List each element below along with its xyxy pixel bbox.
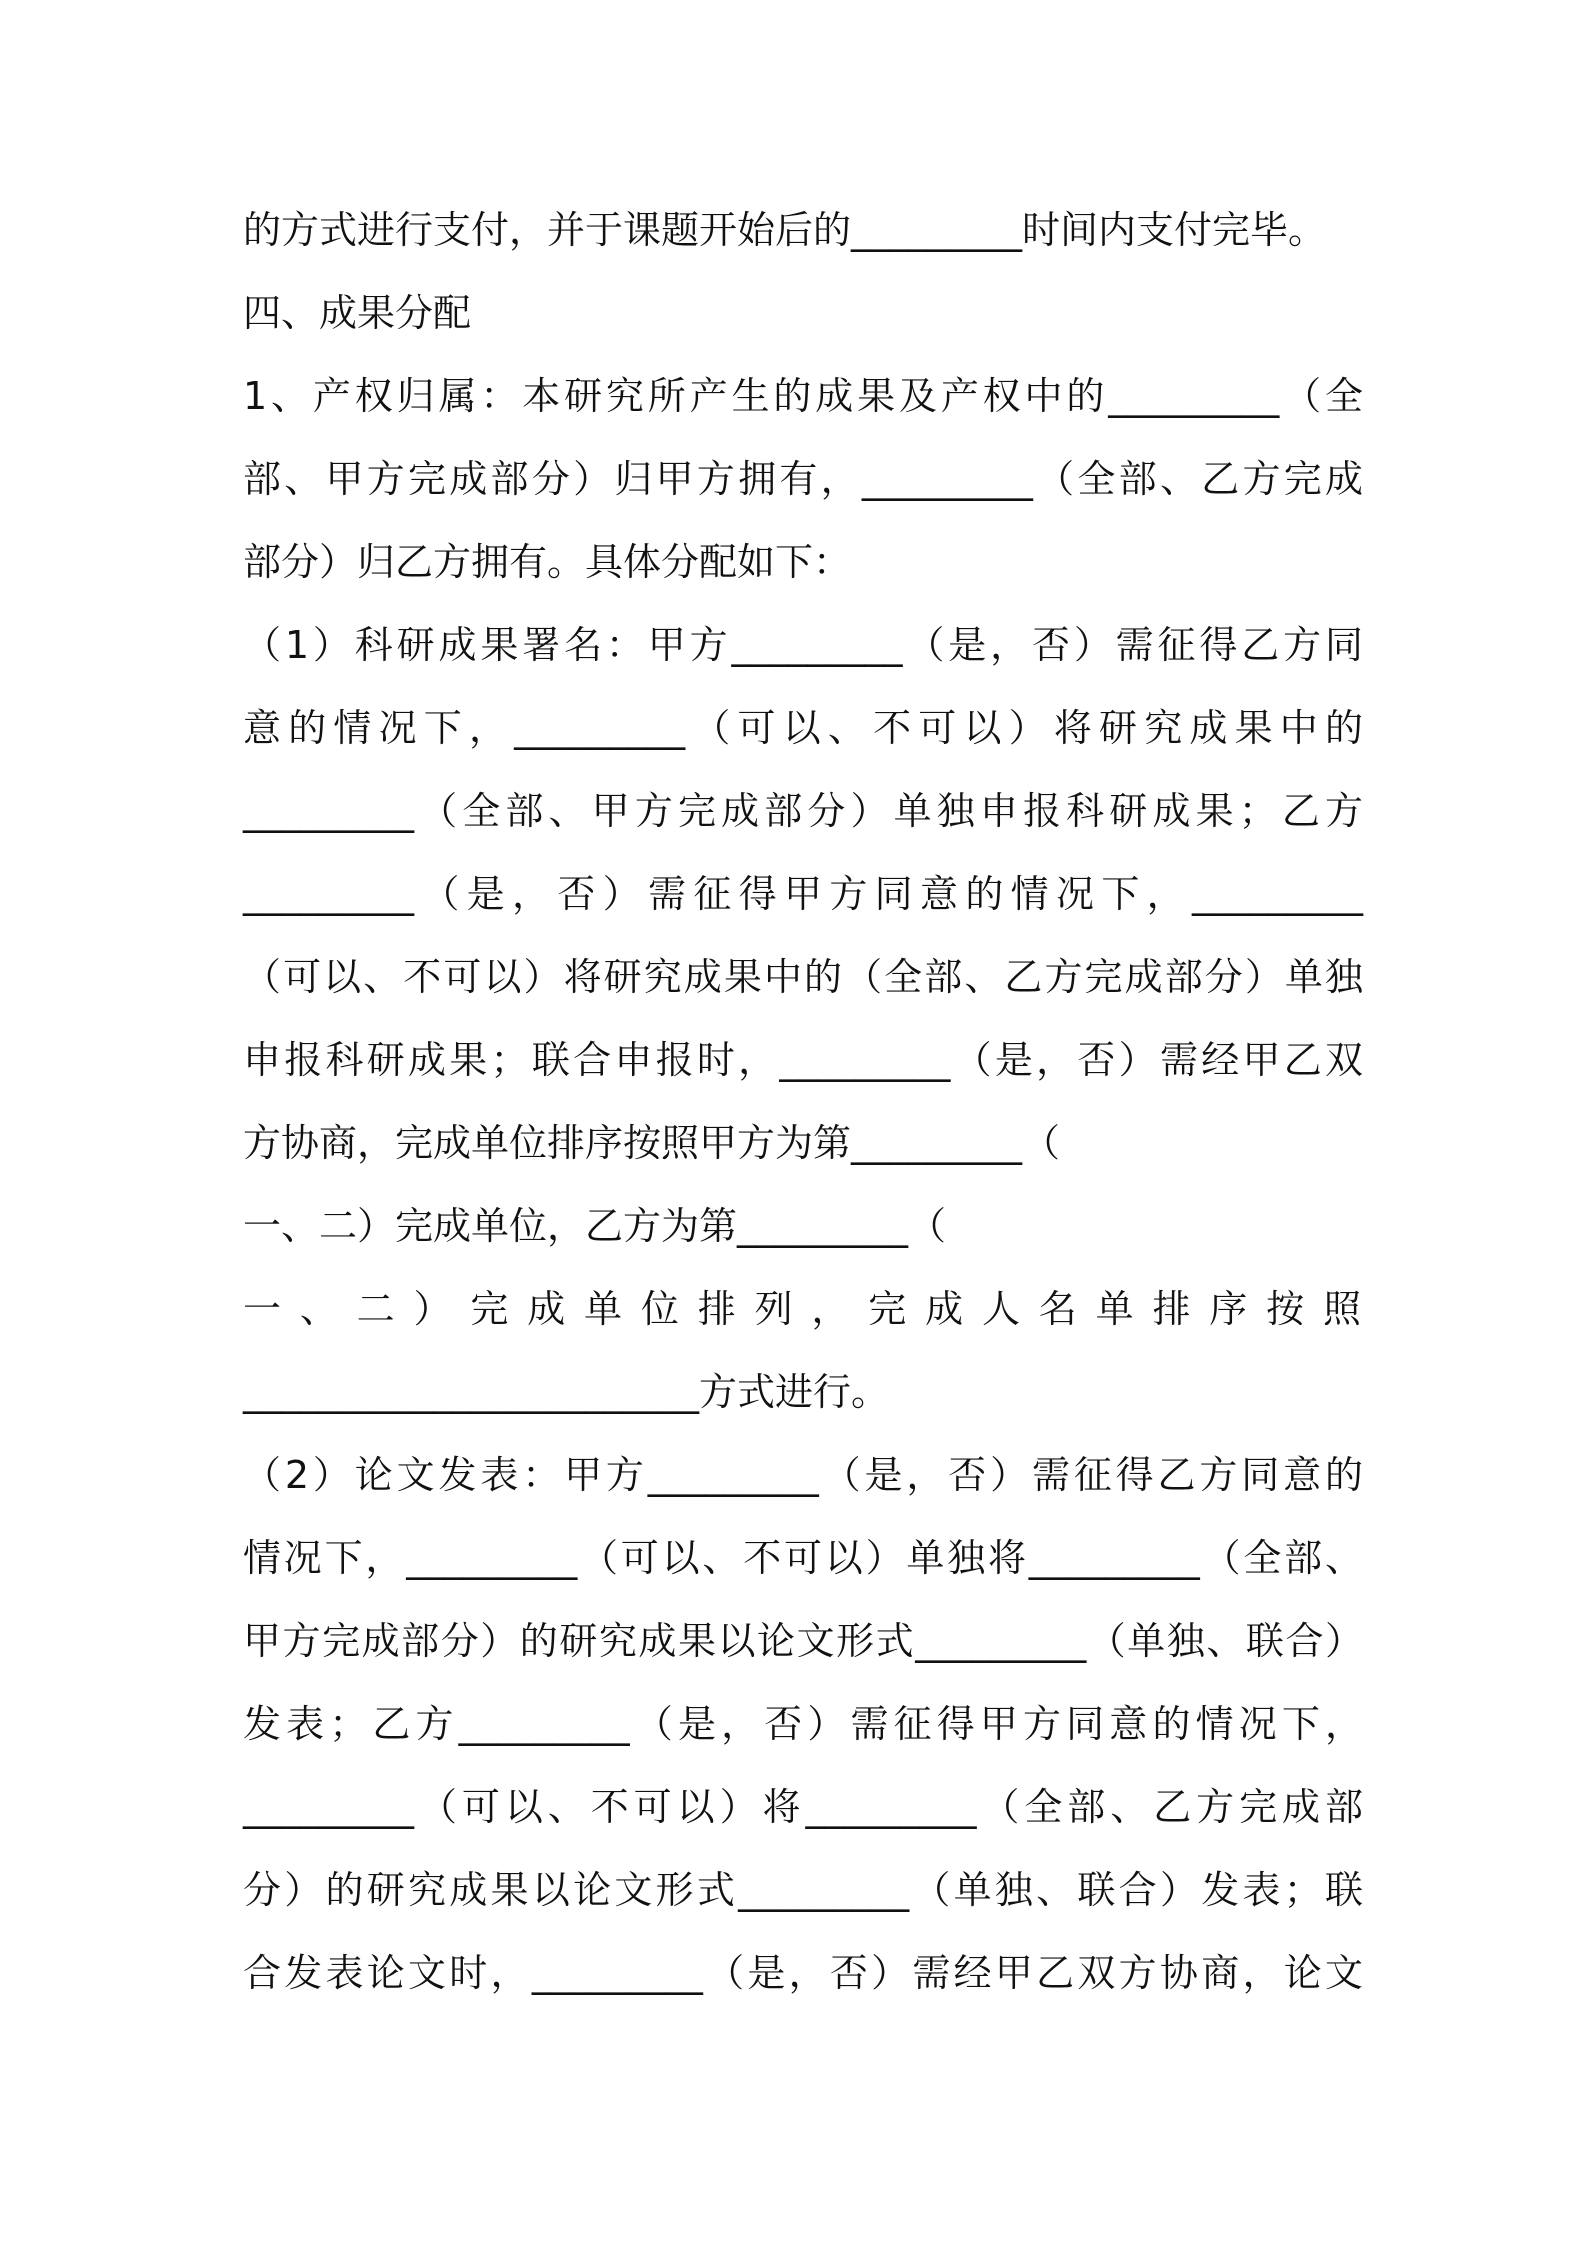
text-line-20: _________（可以、不可以）将_________（全部、乙方完成部: [243, 1785, 1363, 1829]
text-line-13: 一、二）完成单位，乙方为第_________（: [243, 1204, 947, 1248]
text-line-19: 发表；乙方_________（是，否）需征得甲方同意的情况下，: [243, 1702, 1363, 1746]
text-line-11: 申报科研成果；联合申报时，_________（是，否）需经甲乙双: [243, 1038, 1363, 1082]
text-line-14: 一 、 二 ） 完 成 单 位 排 列 ， 完 成 人 名 单 排 序 按 照: [243, 1287, 1363, 1331]
text-line-16: （2）论文发表：甲方_________（是，否）需征得乙方同意的: [243, 1453, 1363, 1497]
text-line-22: 合发表论文时，_________（是，否）需经甲乙双方协商，论文: [243, 1951, 1363, 1995]
text-line-10: （可以、不可以）将研究成果中的（全部、乙方完成部分）单独: [243, 955, 1363, 999]
text-line-5: 部分）归乙方拥有。具体分配如下：: [243, 540, 852, 584]
text-line-18: 甲方完成部分）的研究成果以论文形式_________（单独、联合）: [243, 1619, 1363, 1663]
text-line-21: 分）的研究成果以论文形式_________（单独、联合）发表；联: [243, 1868, 1363, 1912]
text-line-12: 方协商，完成单位排序按照甲方为第_________（: [243, 1121, 1061, 1165]
text-line-1: 的方式进行支付，并于课题开始后的_________时间内支付完毕。: [243, 208, 1327, 252]
text-line-17: 情况下，_________（可以、不可以）单独将_________（全部、: [243, 1536, 1363, 1580]
text-line-8: _________（全部、甲方完成部分）单独申报科研成果；乙方: [243, 789, 1363, 833]
text-line-7: 意的情况下，_________（可以、不可以）将研究成果中的: [243, 706, 1363, 750]
section-heading-outcome-distribution: 四、成果分配: [243, 291, 472, 335]
text-line-3: 1、产权归属：本研究所产生的成果及产权中的_________（全: [243, 374, 1363, 418]
text-line-6: （1）科研成果署名：甲方_________（是，否）需征得乙方同: [243, 623, 1363, 667]
text-line-4: 部、甲方完成部分）归甲方拥有，_________（全部、乙方完成: [243, 457, 1363, 501]
text-line-15: ________________________方式进行。: [243, 1370, 890, 1414]
text-line-9: _________（是，否）需征得甲方同意的情况下，_________: [243, 872, 1363, 916]
